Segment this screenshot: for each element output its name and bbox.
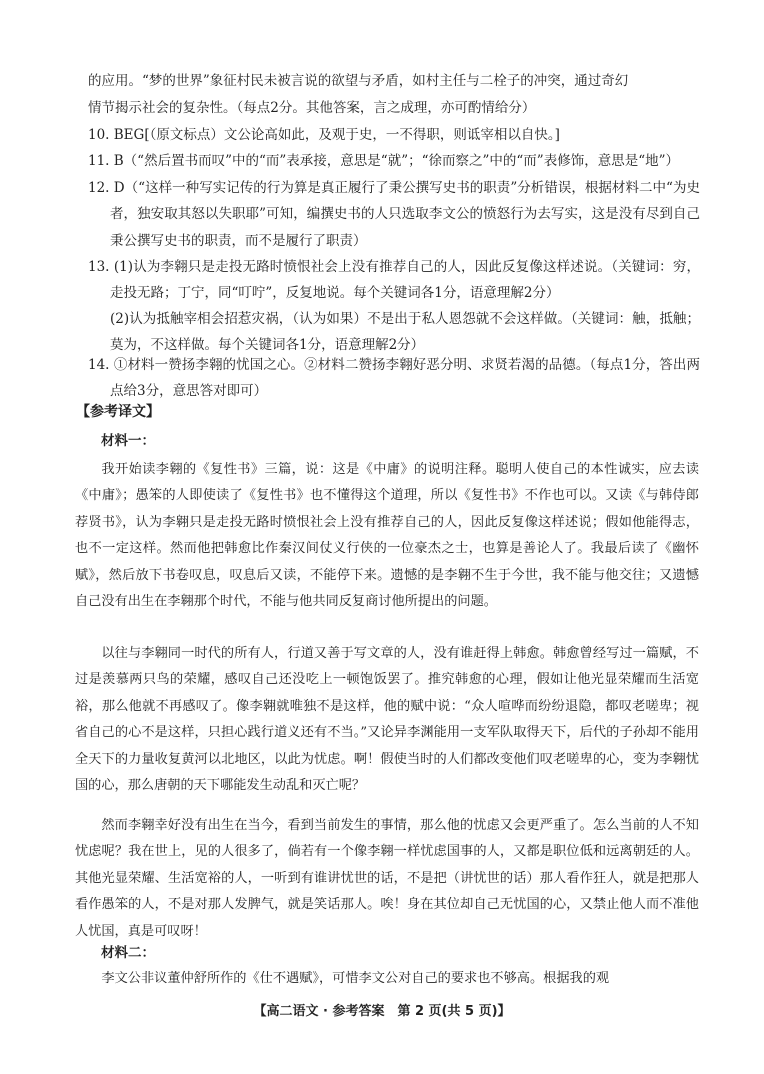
- material-one-paragraph-3: 然而李翱幸好没有出生在当今，看到当前发生的事情，那么他的忧虑又会更严重了。怎么当前的人不知忧虑呢？我在世上，见的人很多了，倘若有一个像李翱一样忧虑国事的人，又都是职位低和远离朝廷的人。其他光显荣耀、生活宽裕的人，一听到有谁讲忧世的话，不是把（讲忧世的话）那人看作狂人，就是把那人看作愚笨的人，不是对那人发脾气，就是笑话那人。唉！身在其位却自己无忧国的心，又禁止他人而不准他人忧国，真是可叹呀！: [75, 818, 699, 939]
- page-footer: 【高二语文 · 参考答案 第 2 页(共 5 页)】: [253, 1004, 511, 1019]
- answer-q13-part1: 13. (1)认为李翱只是走投无路时愤恨社会上没有推荐自己的人，因此反复像这样述说。（关键词：穷，走投无路；丁宁，同“叮咛”，反复地说。每个关键词各1分，语意理解2分）: [88, 259, 700, 302]
- answer-continuation-line-1: 的应用。“梦的世界”象征村民未被言说的欲望与矛盾，如村主任与二栓子的冲突，通过奇幻: [88, 73, 629, 89]
- material-two-paragraph-1: 李文公非议董仲舒所作的《仕不遇赋》，可惜李文公对自己的要求也不够高。根据我的观: [101, 971, 610, 986]
- material-two-label: 材料二：: [101, 945, 155, 961]
- translation-heading: 【参考译文】: [76, 404, 160, 420]
- material-one-paragraph-1: 我开始读李翱的《复性书》三篇，说：这是《中庸》的说明注释。聪明人使自己的本性诚实，应去读《中庸》；愚笨的人即使读了《复性书》也不懂得这个道理，所以《复性书》不作也可以。又读《与韩侍郎荐贤书》，认为李翱只是走投无路时愤恨社会上没有推荐自己的人，因此反复像这样述说；假如他能得志，也不一定这样。然而他把韩愈比作秦汉间仗义行侠的一位豪杰之士，也算是善论人了。我最后读了《幽怀赋》，然后放下书卷叹息，叹息后又读，不能停下来。遗憾的是李翱不生于今世，我不能与他交往；又遗憾自己没有出生在李翱那个时代，不能与他共同反复商讨他所提出的问题。: [75, 462, 699, 610]
- answer-continuation-line-2: 情节揭示社会的复杂性。（每点2分。其他答案，言之成理，亦可酌情给分）: [88, 100, 536, 116]
- answer-q14: 14. ①材料一赞扬李翱的忧国之心。②材料二赞扬李翱好恶分明、求贤若渴的品德。（每点1分，答出两点给3分，意思答对即可）: [88, 357, 700, 400]
- material-one-label: 材料一：: [101, 433, 155, 449]
- answer-q12: 12. D（“这样一种写实记传的行为算是真正履行了秉公撰写史书的职责”分析错误，根据材料二中“为史者，独安取其怒以失职耶”可知，编撰史书的人只选取李文公的愤怒行为去写实，这是没有尽到自己秉公撰写史书的职责，而不是履行了职责）: [88, 180, 700, 249]
- answer-q10: 10. BEG[（原文标点）文公论高如此，及观于史，一不得职，则诋宰相以自快。]: [88, 127, 560, 143]
- answer-q13-part2: (2)认为抵触宰相会招惹灾祸，（认为如果）不是出于私人恩怨就不会这样做。（关键词：触，抵触；莫为，不这样做。每个关键词各1分，语意理解2分）: [110, 311, 700, 354]
- material-one-paragraph-2: 以往与李翱同一时代的所有人，行道又善于写文章的人，没有谁赶得上韩愈。韩愈曾经写过一篇赋，不过是羡慕两只鸟的荣耀，感叹自己还没吃上一顿饱饭罢了。推究韩愈的心理，假如让他光显荣耀而生活宽裕，那么他就不再感叹了。像李翱就唯独不是这样，他的赋中说：“众人喧哗而纷纷退隐，都叹老嗟卑；视省自己的心不是这样，只担心践行道义还有不当。”又论异李渊能用一支军队取得天下，后代的子孙却不能用全天下的力量收复黄河以北地区，以此为忧虑。啊！假使当时的人们都改变他们叹老嗟卑的心，变为李翱忧国的心，那么唐朝的天下哪能发生动乱和灭亡呢？: [75, 646, 699, 794]
- answer-q11: 11. B（“然后置书而叹”中的“而”表承接，意思是“就”；“徐而察之”中的“而”表修饰，意思是“地”）: [88, 153, 679, 169]
